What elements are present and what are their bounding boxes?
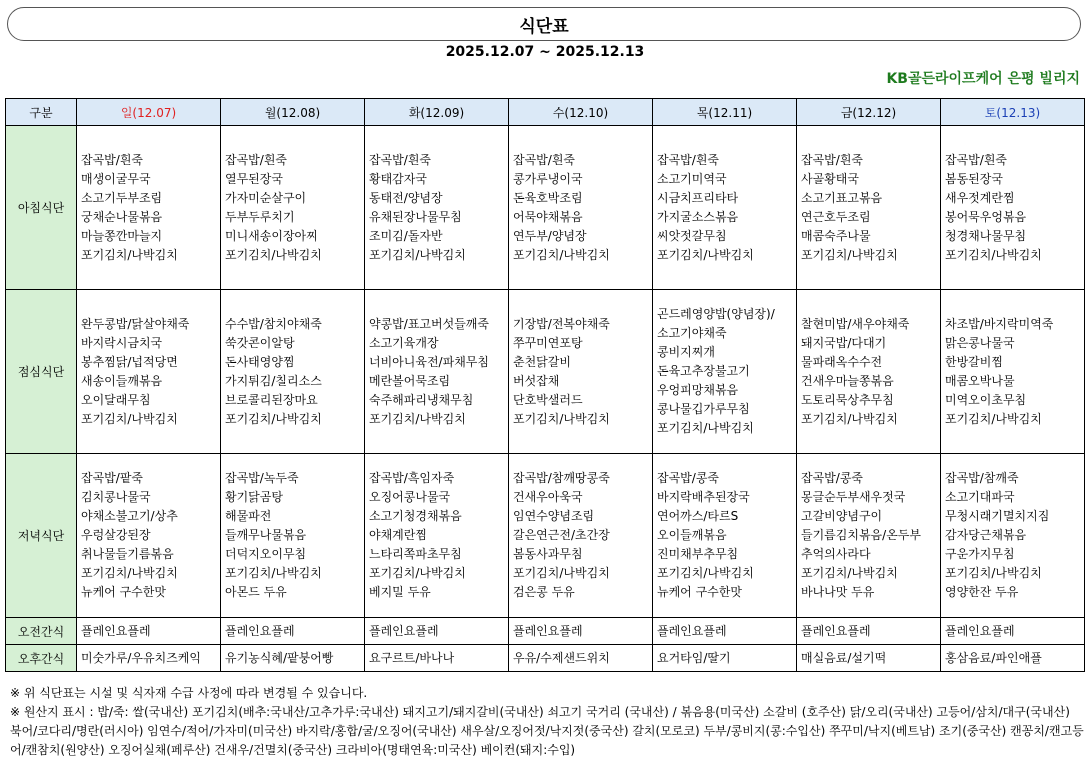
menu-item: 감자당근채볶음 xyxy=(945,528,1027,542)
menu-item: 건새우마늘쫑볶음 xyxy=(801,373,894,388)
menu-item: 요구르트/바나나 xyxy=(369,650,455,665)
menu-item: 포기김치/나박김치 xyxy=(945,247,1042,262)
menu-item: 곤드레영양밥(양념장)/ xyxy=(657,307,775,321)
menu-item: 소고기두부조림 xyxy=(81,190,163,205)
menu-item: 어묵야채볶음 xyxy=(513,209,583,224)
menu-item: 씨앗젓갈무침 xyxy=(657,228,727,243)
menu-item: 포기김치/나박김치 xyxy=(801,247,898,262)
menu-item: 플레인요플레 xyxy=(801,623,871,638)
menu-item: 더덕지오이무침 xyxy=(225,547,307,561)
menu-item: 유기농식혜/팥붕어빵 xyxy=(225,650,334,665)
menu-item: 새우젓계란찜 xyxy=(945,190,1015,205)
menu-item: 미역오이초무침 xyxy=(945,392,1027,407)
menu-item: 우엉피망채볶음 xyxy=(657,383,739,397)
menu-item: 플레인요플레 xyxy=(513,623,583,638)
row-label: 저녁식단 xyxy=(6,454,77,618)
header-row xyxy=(6,99,1085,126)
menu-item: 홍삼음료/파인애플 xyxy=(945,650,1042,665)
menu-item: 잡곡밥/콩죽 xyxy=(801,471,864,485)
lunch-row xyxy=(6,290,1085,454)
menu-item: 콩비지찌개 xyxy=(657,345,715,359)
menu-item: 궁채순나물볶음 xyxy=(81,209,163,224)
menu-cell xyxy=(653,454,797,618)
page-title: 식단표 xyxy=(519,16,569,37)
menu-item: 플레인요플레 xyxy=(225,623,295,638)
menu-item: 찰현미밥/새우야채죽 xyxy=(801,316,910,331)
menu-item: 포기김치/나박김치 xyxy=(81,411,178,426)
header-day-sun: 일(12.07) xyxy=(77,99,221,126)
menu-item: 김치콩나물국 xyxy=(81,490,151,504)
header-day-fri: 금(12.12) xyxy=(797,99,941,126)
menu-item: 쑥갓콘이알탕 xyxy=(225,335,295,350)
menu-item: 소고기미역국 xyxy=(657,171,727,186)
menu-item: 해물파전 xyxy=(225,509,272,523)
menu-item: 소고기야채죽 xyxy=(657,326,727,340)
menu-cell xyxy=(365,126,509,290)
menu-item: 메란볼어묵조림 xyxy=(369,373,451,388)
menu-item: 추억의사라다 xyxy=(801,547,871,561)
menu-item: 구운가지무침 xyxy=(945,547,1015,561)
menu-item: 포기김치/나박김치 xyxy=(945,411,1042,426)
menu-item: 차조밥/바지락미역죽 xyxy=(945,316,1054,331)
menu-item: 포기김치/나박김치 xyxy=(81,247,178,262)
menu-item: 잡곡밥/흰죽 xyxy=(945,152,1008,167)
menu-item: 잡곡밥/녹두죽 xyxy=(225,471,299,485)
menu-cell xyxy=(509,126,653,290)
menu-item: 봉어묵우엉볶음 xyxy=(945,209,1027,224)
menu-item: 바지락시금치국 xyxy=(81,335,163,350)
menu-cell xyxy=(365,618,509,645)
menu-item: 갈은연근전/초간장 xyxy=(513,528,610,542)
menu-item: 봄동된장국 xyxy=(945,171,1003,186)
menu-item: 맑은콩나물국 xyxy=(945,335,1015,350)
menu-cell xyxy=(77,618,221,645)
menu-item: 콩가루냉이국 xyxy=(513,171,583,186)
menu-item: 플레인요플레 xyxy=(81,623,151,638)
menu-item: 임연수양념조림 xyxy=(513,509,595,523)
menu-cell xyxy=(797,290,941,454)
menu-title-box xyxy=(7,7,1081,41)
menu-cell xyxy=(77,290,221,454)
menu-item: 가지굴소스볶음 xyxy=(657,209,739,224)
menu-item: 열무된장국 xyxy=(225,171,283,186)
menu-item: 잡곡밥/흰죽 xyxy=(369,152,432,167)
menu-item: 포기김치/나박김치 xyxy=(369,247,466,262)
menu-cell xyxy=(653,126,797,290)
menu-item: 플레인요플레 xyxy=(657,623,727,638)
menu-item: 포기김치/나박김치 xyxy=(369,411,466,426)
menu-item: 우유/수제샌드위치 xyxy=(513,650,610,665)
date-range: 2025.12.07 ~ 2025.12.13 xyxy=(445,44,645,60)
row-label: 오후간식 xyxy=(6,645,77,672)
menu-item: 포기김치/나박김치 xyxy=(513,247,610,262)
header-day-tue: 화(12.09) xyxy=(365,99,509,126)
header-day-thu: 목(12.11) xyxy=(653,99,797,126)
menu-item: 수수밥/참치야채죽 xyxy=(225,316,322,331)
menu-item: 우렁살강된장 xyxy=(81,528,151,542)
menu-item: 오이달래무침 xyxy=(81,392,151,407)
menu-item: 봉추찜닭/넙적당면 xyxy=(81,354,178,369)
menu-item: 청경채나물무침 xyxy=(945,228,1027,243)
dinner-row xyxy=(6,454,1085,618)
menu-item: 콩나물깁가루무침 xyxy=(657,402,750,416)
menu-item: 잡곡밥/흰죽 xyxy=(801,152,864,167)
notes xyxy=(10,684,1084,760)
menu-item: 요거타임/딸기 xyxy=(657,650,731,665)
menu-cell xyxy=(221,126,365,290)
menu-item: 연어까스/타르S xyxy=(657,509,739,523)
menu-item: 바나나맛 두유 xyxy=(801,585,875,599)
menu-item: 사골황태국 xyxy=(801,171,859,186)
menu-item: 포기김치/나박김치 xyxy=(225,566,322,580)
menu-item: 한방갈비찜 xyxy=(945,354,1003,369)
menu-item: 진미채부추무침 xyxy=(657,547,739,561)
menu-item: 플레인요플레 xyxy=(369,623,439,638)
menu-cell xyxy=(77,454,221,618)
menu-item: 영양한잔 두유 xyxy=(945,585,1019,599)
menu-cell xyxy=(941,618,1085,645)
menu-item: 베지밀 두유 xyxy=(369,585,431,599)
menu-item: 시금치프리타타 xyxy=(657,190,739,205)
menu-cell xyxy=(653,618,797,645)
menu-item: 돈사태영양찜 xyxy=(225,354,295,369)
menu-item: 너비아니육전/파채무침 xyxy=(369,354,489,369)
menu-item: 건새우아욱국 xyxy=(513,490,583,504)
menu-item: 조미김/돌자반 xyxy=(369,228,443,243)
menu-item: 미숫가루/우유치즈케익 xyxy=(81,650,201,665)
menu-item: 무청시래기멸치지짐 xyxy=(945,509,1050,523)
menu-item: 소고기표고볶음 xyxy=(801,190,883,205)
menu-item: 고갈비양념구이 xyxy=(801,509,883,523)
menu-item: 연근호두조림 xyxy=(801,209,871,224)
menu-item: 포기김치/나박김치 xyxy=(657,421,754,435)
menu-item: 매실음료/설기떡 xyxy=(801,650,887,665)
menu-item: 황기닭곰탕 xyxy=(225,490,283,504)
menu-item: 잡곡밥/흰죽 xyxy=(513,152,576,167)
menu-item: 새송이들깨볶음 xyxy=(81,373,163,388)
menu-item: 가지튀김/칠리소스 xyxy=(225,373,322,388)
menu-item: 버섯잡채 xyxy=(513,373,560,388)
menu-item: 포기김치/나박김치 xyxy=(225,247,322,262)
menu-cell xyxy=(797,454,941,618)
menu-item: 춘천닭갈비 xyxy=(513,354,571,369)
menu-item: 바지락배추된장국 xyxy=(657,490,750,504)
menu-cell xyxy=(653,645,797,672)
menu-item: 쭈꾸미연포탕 xyxy=(513,335,583,350)
menu-table xyxy=(5,98,1085,672)
menu-item: 들기름김치볶음/온두부 xyxy=(801,528,921,542)
menu-item: 포기김치/나박김치 xyxy=(513,411,610,426)
menu-cell xyxy=(221,645,365,672)
menu-cell xyxy=(221,290,365,454)
menu-cell xyxy=(77,126,221,290)
menu-item: 뉴케어 구수한맛 xyxy=(81,585,166,599)
menu-item: 포기김치/나박김치 xyxy=(945,566,1042,580)
menu-item: 플레인요플레 xyxy=(945,623,1015,638)
morning-snack-row xyxy=(6,618,1085,645)
menu-cell xyxy=(941,645,1085,672)
menu-item: 잡곡밥/콩죽 xyxy=(657,471,720,485)
menu-cell xyxy=(221,454,365,618)
menu-item: 포기김치/나박김치 xyxy=(369,566,466,580)
menu-item: 잡곡밥/흰죽 xyxy=(657,152,720,167)
menu-item: 두부두루치기 xyxy=(225,209,295,224)
menu-item: 잡곡밥/흰죽 xyxy=(81,152,144,167)
menu-item: 돈육고추장불고기 xyxy=(657,364,750,378)
menu-item: 소고기육개장 xyxy=(369,335,439,350)
menu-cell xyxy=(941,454,1085,618)
menu-item: 도토리묵상추무침 xyxy=(801,392,894,407)
menu-cell xyxy=(221,618,365,645)
menu-item: 포기김치/나박김치 xyxy=(513,566,610,580)
afternoon-snack-row xyxy=(6,645,1085,672)
facility-name: KB골든라이프케어 은평 빌리지 xyxy=(886,71,1080,87)
menu-cell xyxy=(941,126,1085,290)
menu-cell xyxy=(797,618,941,645)
menu-item: 포기김치/나박김치 xyxy=(801,566,898,580)
menu-item: 매콤오박나물 xyxy=(945,373,1015,388)
menu-item: 오이들깨볶음 xyxy=(657,528,727,542)
row-label: 아침식단 xyxy=(6,126,77,290)
menu-item: 브로콜리된장마요 xyxy=(225,392,318,407)
menu-item: 잡곡밥/팥죽 xyxy=(81,471,144,485)
note-change: ※ 위 식단표는 시설 및 식자재 수급 사정에 따라 변경될 수 있습니다. xyxy=(10,686,368,700)
menu-cell xyxy=(365,645,509,672)
menu-item: 잡곡밥/흰죽 xyxy=(225,152,288,167)
menu-item: 소고기대파국 xyxy=(945,490,1015,504)
menu-item: 봄동사과무침 xyxy=(513,547,583,561)
header-category: 구분 xyxy=(6,99,77,126)
menu-item: 잡곡밥/참깨땅콩죽 xyxy=(513,471,610,485)
menu-item: 황태감자국 xyxy=(369,171,427,186)
menu-item: 물파래옥수수전 xyxy=(801,354,883,369)
menu-item: 야채소불고기/상추 xyxy=(81,509,178,523)
menu-item: 동태전/양념장 xyxy=(369,190,443,205)
menu-cell xyxy=(509,454,653,618)
menu-cell xyxy=(653,290,797,454)
menu-item: 약콩밥/표고버섯들깨죽 xyxy=(369,316,489,331)
note-origin: ※ 원산지 표시 : 밥/죽: 쌀(국내산) 포기김치(배추:국내산/고추가루:국내산) 돼지고기/돼지갈비(국내산) 쇠고기 국거리 (국내산) / 볶음용(미국산) 소갈비 (호주산) 닭/오리(국내산) 고등어/삼치/대구(국내산) 북어/코다리/명란(러시아) 임연수/적어/가자미(미국산) 바지락/홍합/굴/오징어(국내산) 새우살/오징어젓/낙지젓(중국산) 갈치(모로코) 두부/콩비지(콩:수입산) 쭈꾸미/낙지(베트남) 조기(중국산) 캔꽁치/캔고등어/캔참치(원양산) 오징어실채(페루산) 건새우/건멸치(중국산) 크라비아(명태연육:미국산) 베이컨(돼지:수입) xyxy=(10,705,1084,757)
menu-item: 매콤숙주나물 xyxy=(801,228,871,243)
header-day-mon: 월(12.08) xyxy=(221,99,365,126)
menu-item: 기장밥/전복야채죽 xyxy=(513,316,610,331)
menu-cell xyxy=(509,290,653,454)
menu-cell xyxy=(365,290,509,454)
menu-cell xyxy=(509,645,653,672)
menu-item: 포기김치/나박김치 xyxy=(801,411,898,426)
menu-item: 완두콩밥/닭살야채죽 xyxy=(81,316,190,331)
row-label: 오전간식 xyxy=(6,618,77,645)
menu-item: 느타리쪽파초무침 xyxy=(369,547,462,561)
row-label: 점심식단 xyxy=(6,290,77,454)
menu-item: 포기김치/나박김치 xyxy=(657,566,754,580)
header-day-sat: 토(12.13) xyxy=(941,99,1085,126)
menu-item: 잡곡밥/흑임자죽 xyxy=(369,471,455,485)
menu-cell xyxy=(509,618,653,645)
menu-item: 단호박샐러드 xyxy=(513,392,583,407)
menu-item: 뉴케어 구수한맛 xyxy=(657,585,742,599)
menu-item: 취나물들기름볶음 xyxy=(81,547,174,561)
menu-item: 야채계란찜 xyxy=(369,528,427,542)
menu-item: 아몬드 두유 xyxy=(225,585,287,599)
menu-item: 돈육호박조림 xyxy=(513,190,583,205)
menu-item: 잡곡밥/참깨죽 xyxy=(945,471,1019,485)
menu-item: 포기김치/나박김치 xyxy=(81,566,178,580)
menu-item: 가자미순살구이 xyxy=(225,190,307,205)
menu-item: 미니새송이장아찌 xyxy=(225,228,318,243)
breakfast-row xyxy=(6,126,1085,290)
menu-item: 돼지국밥/다대기 xyxy=(801,335,887,350)
menu-item: 검은콩 두유 xyxy=(513,585,575,599)
menu-item: 매생이굴무국 xyxy=(81,171,151,186)
menu-item: 포기김치/나박김치 xyxy=(225,411,322,426)
menu-item: 연두부/양념장 xyxy=(513,228,587,243)
menu-item: 유채된장나물무침 xyxy=(369,209,462,224)
menu-item: 들깨무나물볶음 xyxy=(225,528,307,542)
menu-item: 숙주해파리냉채무침 xyxy=(369,392,474,407)
menu-cell xyxy=(941,290,1085,454)
menu-item: 몽글순두부새우젓국 xyxy=(801,490,906,504)
menu-item: 소고기청경채볶음 xyxy=(369,509,462,523)
menu-cell xyxy=(797,645,941,672)
menu-item: 오징어콩나물국 xyxy=(369,490,451,504)
header-day-wed: 수(12.10) xyxy=(509,99,653,126)
menu-item: 포기김치/나박김치 xyxy=(657,247,754,262)
menu-cell xyxy=(797,126,941,290)
menu-cell xyxy=(365,454,509,618)
menu-cell xyxy=(77,645,221,672)
menu-item: 마늘쫑깐마늘지 xyxy=(81,228,163,243)
